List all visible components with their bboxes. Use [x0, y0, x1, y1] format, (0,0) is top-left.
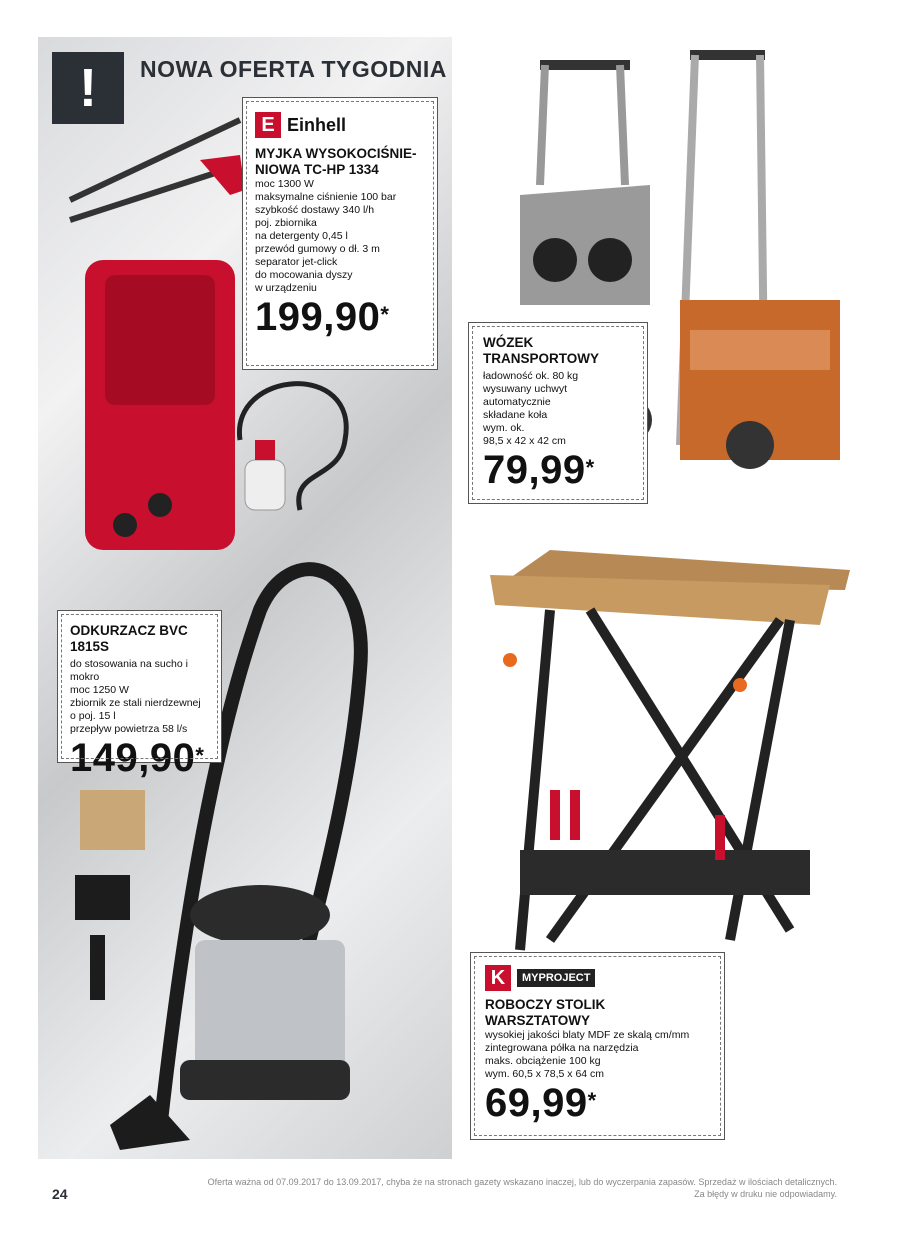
spec-line: o poj. 15 l: [70, 710, 116, 722]
spec-line: przewód gumowy o dł. 3 m: [255, 243, 380, 255]
spec-line: 98,5 x 42 x 42 cm: [483, 435, 566, 447]
price-box-hand-truck: [468, 322, 648, 504]
price: 69,99*: [485, 1081, 597, 1125]
brand-name: Einhell: [287, 114, 347, 135]
spec-line: zintegrowana półka na narzędzia: [485, 1042, 639, 1054]
spec-line: wym. ok.: [483, 422, 525, 434]
spec-line: maks. obciążenie 100 kg: [485, 1055, 601, 1067]
spec-line: separator jet-click: [255, 256, 338, 268]
price: 199,90*: [255, 295, 390, 339]
kaufland-k-icon: K: [485, 965, 511, 991]
spec-line: moc 1300 W: [255, 178, 314, 190]
product-name: ODKURZACZ BVC 1815S: [70, 623, 188, 654]
spec-line: wysokiej jakości blaty MDF ze skalą cm/mm: [485, 1029, 690, 1041]
spec-line: automatycznie: [483, 396, 551, 408]
footer-disclaimer: [208, 1176, 837, 1200]
myproject-logo: [485, 965, 710, 991]
spec-line: wysuwany uchwyt: [483, 383, 568, 395]
spec-line: wym. 60,5 x 78,5 x 64 cm: [485, 1068, 605, 1080]
spec-line: do stosowania na sucho i mokro: [70, 658, 188, 683]
product-name: WÓZEK TRANSPORTOWY: [483, 335, 600, 366]
workbench-image: [490, 530, 860, 960]
price: 79,99*: [483, 448, 595, 492]
spec-line: moc 1250 W: [70, 684, 129, 696]
footer-line-1: Oferta ważna od 07.09.2017 do 13.09.2017, chyba że na stronach gazety wskazano inaczej, lub do wyczerpania zapasów. Sprzedaż w ilościach detalicznych.: [207, 1177, 837, 1187]
price-box-vacuum: [57, 610, 222, 780]
product-name: MYJKA WYSOKOCIŚNIE-NIOWA TC-HP 1334: [255, 146, 417, 177]
spec-line: przepływ powietrza 58 l/s: [70, 723, 188, 735]
spec-line: zbiornik ze stali nierdzewnej: [70, 697, 201, 709]
price-box-pressure-washer: [242, 97, 438, 370]
spec-line: poj. zbiornika: [255, 217, 317, 229]
spec-line: na detergenty 0,45 l: [255, 230, 348, 242]
page-number: 24: [52, 1186, 68, 1202]
spec-line: ładowność ok. 80 kg: [483, 370, 579, 382]
einhell-logo: [255, 112, 425, 138]
product-name: ROBOCZY STOLIK WARSZTATOWY: [485, 997, 606, 1028]
spec-line: składane koła: [483, 409, 548, 421]
page-headline: NOWA OFERTA TYGODNIA: [140, 56, 447, 82]
einhell-e-icon: E: [255, 112, 281, 138]
footer-line-2: Za błędy w druku nie odpowiadamy.: [694, 1189, 837, 1199]
exclamation-badge: !: [52, 52, 124, 124]
price: 149,90*: [70, 736, 205, 780]
spec-line: w urządzeniu: [255, 282, 317, 294]
brand-name: MYPROJECT: [517, 969, 595, 987]
spec-line: maksymalne ciśnienie 100 bar: [255, 191, 397, 203]
price-box-workbench: [470, 952, 725, 1140]
spec-line: szybkość dostawy 340 l/h: [255, 204, 375, 216]
spec-line: do mocowania dyszy: [255, 269, 353, 281]
